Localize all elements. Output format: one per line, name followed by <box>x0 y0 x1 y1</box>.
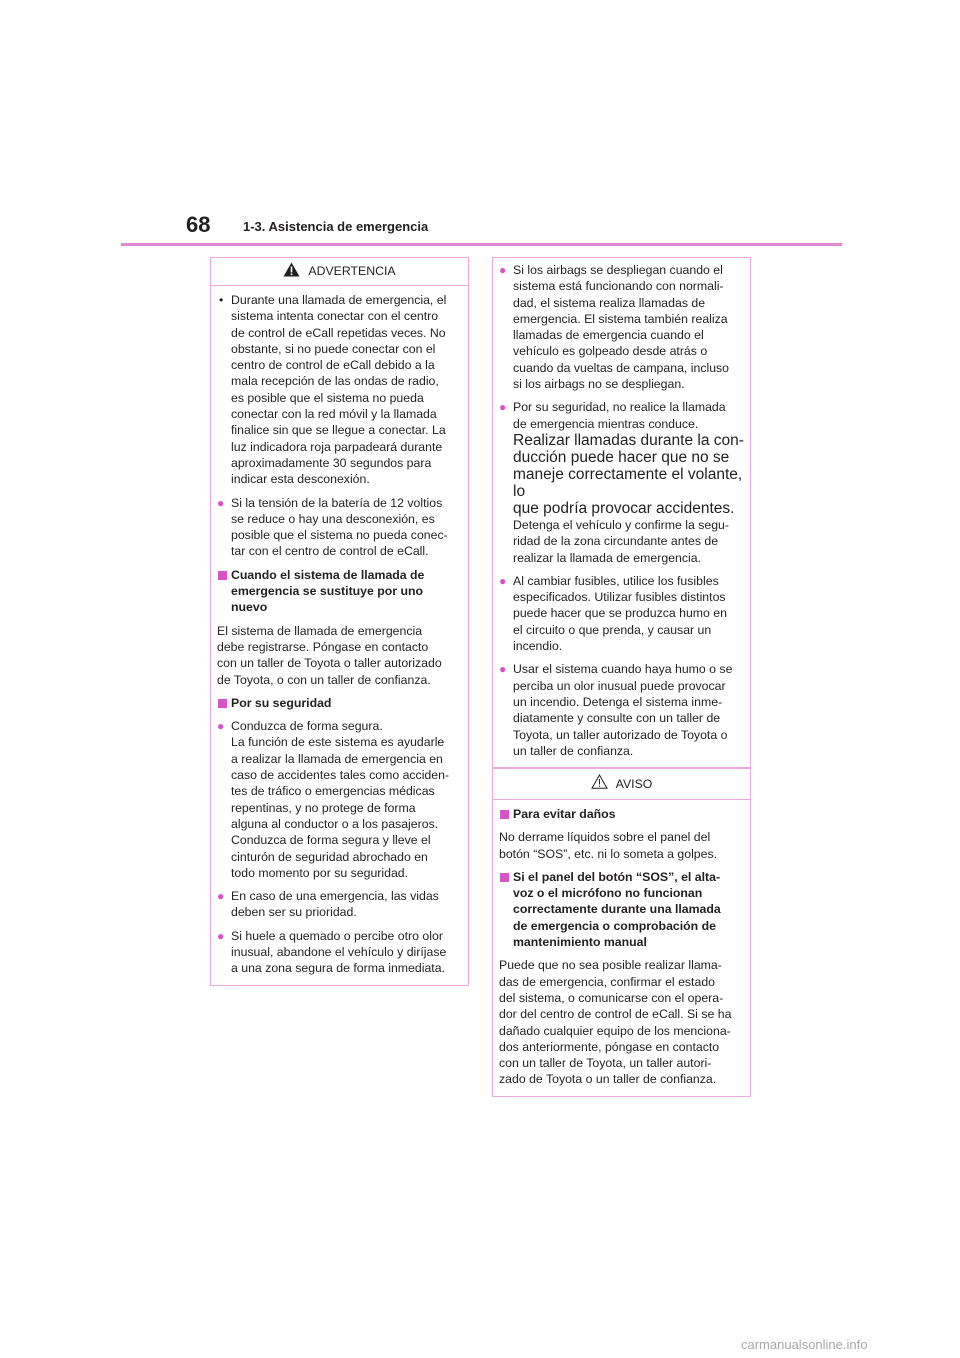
notice-box <box>492 768 751 1097</box>
section-title: 1-3. Asistencia de emergencia <box>243 219 429 234</box>
square-bullet-icon <box>500 873 509 882</box>
footer-watermark: carmanualsonline.info <box>741 1337 868 1352</box>
subheading <box>217 695 462 711</box>
square-bullet-icon <box>218 571 227 580</box>
bullet-text: Detenga el vehículo y confirme la segu- ridad de la zona circundante antes de realizar la llamada de emergencia. <box>513 517 729 565</box>
paragraph: Puede que no sea posible realizar llama- das de emergencia, confirmar el estado del sistema, o comunicarse con el opera- dor del centro de control de eCall. Si se ha dañado cualquier equipo de los menciona- dos anteriormente, póngase en contacto con un taller de Toyota, un taller autori- zado de Toyota o un taller de confianza. <box>499 958 732 1087</box>
circle-bullet-icon: ● <box>217 495 225 510</box>
caution-triangle-icon <box>591 774 608 793</box>
square-bullet-icon <box>218 699 227 708</box>
list-item <box>499 262 744 392</box>
circle-bullet-icon: ● <box>217 719 225 734</box>
page-number: 68 <box>186 212 211 237</box>
bullet-marker: • <box>219 293 224 307</box>
circle-bullet-icon: ● <box>499 400 507 415</box>
circle-bullet-icon: ● <box>499 573 507 588</box>
notice-box-title: AVISO <box>615 776 653 791</box>
circle-bullet-icon: ● <box>217 889 225 904</box>
paragraph: El sistema de llamada de emergencia debe registrarse. Póngase en contacto con un taller de Toyota o taller autorizado de Toyota, o con un taller de confianza. <box>217 623 442 687</box>
bullet-text: Si la tensión de la batería de 12 voltios se reduce o hay una desconexión, es posible que el sistema no pueda conec- tar con el centro de control de eCall. <box>231 495 448 559</box>
subheading-text: Cuando el sistema de llamada de emergencia se sustituye por uno nuevo <box>231 567 425 615</box>
list-item <box>499 661 744 759</box>
warning-box-header <box>211 258 468 286</box>
list-item <box>499 573 744 654</box>
emphasis-text: Realizar llamadas durante la con- ducción puede hacer que no se maneje correctamente el volante, lo que podría provocar accidentes. <box>513 431 744 517</box>
subheading <box>499 869 744 950</box>
list-item <box>217 928 462 977</box>
bullet-text: En caso de una emergencia, las vidas deben ser su prioridad. <box>231 889 439 920</box>
subheading <box>499 806 744 822</box>
subheading <box>217 567 462 616</box>
paragraph: No derrame líquidos sobre el panel del botón “SOS”, etc. ni lo someta a golpes. <box>499 830 718 861</box>
bullet-text: Si huele a quemado o percibe otro olor inusual, abandone el vehículo y diríjase a una zona segura de forma inmediata. <box>231 928 447 976</box>
list-item <box>217 718 462 881</box>
warning-triangle-icon <box>283 262 300 281</box>
list-item <box>217 495 462 560</box>
header-rule <box>121 243 842 246</box>
bullet-text: Durante una llamada de emergencia, el sistema intenta conectar con el centro de control de eCall repetidas veces. No obstante, si no puede conectar con el centro de control de eCall debido a la mala recepción de las ondas de radio, es posible que el sistema no pueda conectar con la red móvil y la llamada finalice sin que se llegue a conectar. La luz indicadora roja parpadeará durante aproximadamente 30 segundos para indicar esta desconexión. <box>231 293 447 487</box>
circle-bullet-icon: ● <box>217 928 225 943</box>
warning-box-title: ADVERTENCIA <box>308 264 396 279</box>
list-item <box>217 888 462 921</box>
warning-box-continued <box>492 257 751 768</box>
list-item <box>499 399 744 565</box>
warning-box <box>210 257 469 986</box>
circle-bullet-icon: ● <box>499 662 507 677</box>
list-item <box>217 292 462 488</box>
bullet-text: Si los airbags se despliegan cuando el sistema está funcionando con normali- dad, el sistema realiza llamadas de emergencia. El sistema también realiza llamadas de emergencia cuando el vehículo es golpeado desde atrás o cuando da vueltas de campana, incluso si los airbags no se despliegan. <box>513 263 730 392</box>
bullet-text: Al cambiar fusibles, utilice los fusibles especificados. Utilizar fusibles distintos puede hacer que se produzca humo en el circuito o que prenda, y causar un incendio. <box>513 573 727 654</box>
circle-bullet-icon: ● <box>499 263 507 277</box>
bullet-text: Conduzca de forma segura. La función de este sistema es ayudarle a realizar la llamada de emergencia en caso de accidentes tales como acciden- tes de tráfico o emergencias médicas repentinas, y no protege de forma alguna al conductor o a los pasajeros. Conduzca de forma segura y lleve el cinturón de seguridad abrochado en todo momento por su seguridad. <box>231 719 450 880</box>
square-bullet-icon <box>500 810 509 819</box>
bullet-text: Usar el sistema cuando haya humo o se perciba un olor inusual puede provocar un incendio. Detenga el sistema inme- diatamente y consulte con un taller de Toyota, un taller autorizado de Toyota o un taller de confianza. <box>513 662 733 758</box>
notice-box-header <box>493 769 750 800</box>
subheading-text: Si el panel del botón “SOS”, el alta- voz o el micrófono no funcionan correctamente durante una llamada de emergencia o comprobación de mantenimiento manual <box>513 869 721 950</box>
subheading-text: Por su seguridad <box>231 695 332 710</box>
bullet-text: Por su seguridad, no realice la llamada de emergencia mientras conduce. <box>513 400 726 431</box>
subheading-text: Para evitar daños <box>513 807 616 821</box>
